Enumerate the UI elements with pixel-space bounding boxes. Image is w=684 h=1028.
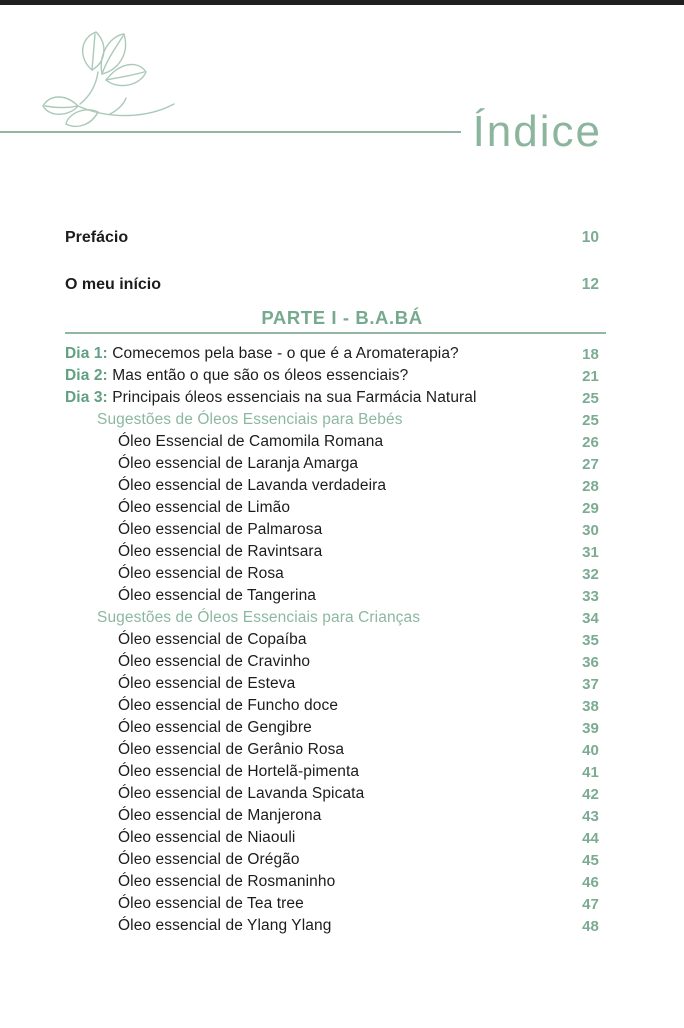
toc-entry [65, 453, 599, 475]
toc-entry [65, 497, 599, 519]
toc-entry-label: Sugestões de Óleos Essenciais para Bebés [97, 411, 403, 428]
header-rule-line [0, 131, 461, 133]
toc-entry-page: 25 [582, 411, 599, 429]
toc-entry [65, 431, 599, 453]
toc-entry [65, 274, 599, 296]
toc-entry-prefix: Dia 1: [65, 345, 108, 362]
toc-entry-page: 42 [582, 785, 599, 803]
toc-entry-page: 48 [582, 917, 599, 935]
toc-entry-label: Óleo essencial de Gengibre [118, 719, 312, 736]
toc-entry-label: Óleo Essencial de Camomila Romana [118, 433, 384, 450]
toc-entry-page: 21 [582, 367, 599, 385]
toc-entry-prefix: Dia 2: [65, 367, 108, 384]
toc-entry-label: Óleo essencial de Limão [118, 499, 291, 516]
toc-entry-page: 35 [582, 631, 599, 649]
top-edge-bar [0, 0, 684, 5]
toc-entry [65, 607, 599, 629]
toc-entry-label: O meu início [65, 276, 162, 293]
toc-entry-label: Óleo essencial de Hortelã-pimenta [118, 763, 360, 780]
toc-entry [65, 717, 599, 739]
toc-entry [65, 227, 599, 249]
toc-entry-label: Óleo essencial de Palmarosa [118, 521, 323, 538]
toc-entry-label: Óleo essencial de Funcho doce [118, 697, 339, 714]
toc-entry-label: Óleo essencial de Lavanda Spicata [118, 785, 365, 802]
toc-entry-label: Óleo essencial de Tangerina [118, 587, 317, 604]
toc-entry-page: 30 [582, 521, 599, 539]
toc-entry [65, 695, 599, 717]
toc-entry-page: 39 [582, 719, 599, 737]
toc-entry-label: Óleo essencial de Rosa [118, 565, 284, 582]
toc-entry-page: 33 [582, 587, 599, 605]
toc-entry-label: Dia 3: Principais óleos essenciais na sua Farmácia Natural [65, 389, 477, 406]
toc-entry [65, 871, 599, 893]
toc-entry [65, 915, 599, 937]
toc-entry [65, 673, 599, 695]
toc-entry-page: 40 [582, 741, 599, 759]
toc-entry-page: 12 [581, 276, 599, 293]
toc-entry-label: Sugestões de Óleos Essenciais para Crianças [97, 609, 421, 626]
toc-entry-page: 45 [582, 851, 599, 869]
toc-entry-label: Óleo essencial de Manjerona [118, 807, 322, 824]
toc-entry-label: Óleo essencial de Esteva [118, 675, 296, 692]
toc-entry-page: 18 [582, 345, 599, 363]
toc-entry [65, 739, 599, 761]
toc-entry-page: 32 [582, 565, 599, 583]
toc-entry-label: Óleo essencial de Laranja Amarga [118, 455, 359, 472]
toc-entry-label: Óleo essencial de Ylang Ylang [118, 917, 332, 934]
toc-entry [65, 849, 599, 871]
toc-entry-page: 47 [582, 895, 599, 913]
toc-entry-page: 38 [582, 697, 599, 715]
toc-entry [65, 761, 599, 783]
toc-entry-label: Óleo essencial de Tea tree [118, 895, 304, 912]
toc-entry [65, 893, 599, 915]
toc-entry [65, 541, 599, 563]
toc-entry [65, 585, 599, 607]
toc-entry [65, 365, 599, 387]
toc-entry-prefix: Dia 3: [65, 389, 108, 406]
toc-entry-label: Óleo essencial de Rosmaninho [118, 873, 336, 890]
toc-entry [65, 827, 599, 849]
toc-entry-page: 26 [582, 433, 599, 451]
toc-entry-page: 37 [582, 675, 599, 693]
toc-entry-label: Óleo essencial de Orégão [118, 851, 300, 868]
toc-entry-page: 43 [582, 807, 599, 825]
toc-entry [65, 387, 599, 409]
toc-entry-label: Óleo essencial de Ravintsara [118, 543, 323, 560]
toc-entries [65, 343, 599, 937]
toc-entry [65, 563, 599, 585]
toc-entry-label: Dia 2: Mas então o que são os óleos essenciais? [65, 367, 409, 384]
toc-entry [65, 805, 599, 827]
toc-entry-page: 46 [582, 873, 599, 891]
toc-entry-page: 36 [582, 653, 599, 671]
index-header [0, 104, 602, 160]
toc-entry [65, 651, 599, 673]
toc-entry-page: 44 [582, 829, 599, 847]
toc-entry [65, 475, 599, 497]
toc-entry-label: Prefácio [65, 229, 129, 246]
toc-entry-label: Óleo essencial de Gerânio Rosa [118, 741, 345, 758]
toc-entry-label: Óleo essencial de Niaouli [118, 829, 296, 846]
toc-entry [65, 409, 599, 431]
toc-entry-page: 41 [582, 763, 599, 781]
front-matter-list [65, 227, 599, 296]
part-heading: PARTE I - B.A.BÁ [261, 307, 423, 328]
toc-entry [65, 783, 599, 805]
toc-entry-label: Óleo essencial de Cravinho [118, 653, 311, 670]
toc-entry-page: 31 [582, 543, 599, 561]
toc-entry-page: 27 [582, 455, 599, 473]
toc-entry-page: 34 [582, 609, 599, 627]
toc-entry-label: Óleo essencial de Lavanda verdadeira [118, 477, 387, 494]
toc-entry-label: Dia 1: Comecemos pela base - o que é a Aromaterapia? [65, 345, 459, 362]
toc-entry-page: 25 [582, 389, 599, 407]
toc-entry [65, 629, 599, 651]
part-rule-line [65, 332, 606, 334]
page-title: Índice [472, 107, 602, 156]
toc-entry-page: 10 [581, 229, 599, 246]
toc-entry-page: 28 [582, 477, 599, 495]
toc-entry [65, 519, 599, 541]
toc-entry-label: Óleo essencial de Copaíba [118, 631, 307, 648]
toc-entry-page: 29 [582, 499, 599, 517]
toc-entry [65, 343, 599, 365]
